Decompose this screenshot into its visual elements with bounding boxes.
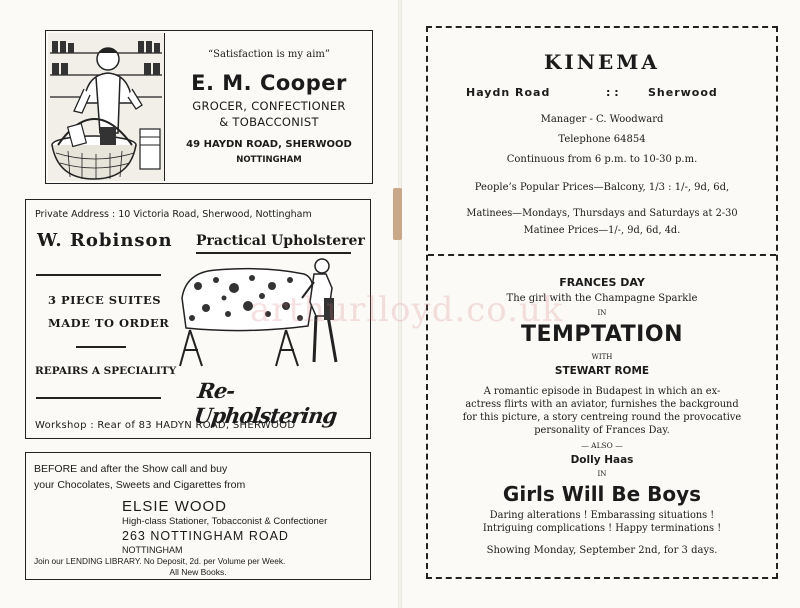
- watermark: arthurlloyd.co.uk: [250, 290, 564, 330]
- divider-1: [36, 274, 161, 276]
- synopsis-4: personality of Frances Day.: [534, 425, 670, 436]
- cooper-slogan: “Satisfaction is my aim”: [208, 49, 330, 60]
- synopsis-1: A romantic episode in Budapest in which an ex-: [483, 386, 721, 397]
- divider-3: [36, 397, 161, 399]
- in-label-2: IN: [597, 470, 607, 478]
- suites-line-2: MADE TO ORDER: [48, 316, 170, 330]
- kinema-matinees: Matinees—Mondays, Thursdays and Saturdays at 2-30: [466, 208, 738, 219]
- staple: [393, 188, 402, 240]
- cooper-ad: [45, 30, 373, 184]
- wood-address: 263 NOTTINGHAM ROAD: [122, 529, 289, 543]
- repairs-text: REPAIRS A SPECIALITY: [35, 365, 177, 377]
- kinema-hours: Continuous from 6 p.m. to 10-30 p.m.: [506, 154, 698, 165]
- kinema-matinee-prices: Matinee Prices—1/-, 9d, 6d, 4d.: [523, 225, 681, 236]
- robinson-name: W. Robinson: [37, 230, 173, 251]
- synopsis-3: for this picture, a story centreing round the provocative: [462, 412, 742, 423]
- wood-name: ELSIE WOOD: [122, 498, 228, 515]
- suites-line-1: 3 PIECE SUITES: [48, 293, 162, 307]
- wood-intro-2: your Chocolates, Sweets and Cigarettes from: [34, 479, 246, 491]
- wood-books: All New Books.: [169, 567, 227, 577]
- star2-name: Dolly Haas: [570, 454, 634, 466]
- wood-ad: [25, 452, 371, 580]
- kinema-area: Sherwood: [648, 86, 718, 99]
- kinema-road: Haydn Road: [466, 86, 551, 99]
- film-title-1: TEMPTATION: [521, 322, 683, 347]
- cooper-trade-1: GROCER, CONFECTIONER: [192, 99, 346, 113]
- cooper-address: 49 HAYDN ROAD, SHERWOOD: [186, 139, 352, 150]
- cooper-trade-2: & TOBACCONIST: [219, 115, 319, 129]
- star-name: FRANCES DAY: [559, 276, 645, 289]
- star-tagline: The girl with the Champagne Sparkle: [506, 293, 698, 304]
- kinema-manager: Manager - C. Woodward: [540, 114, 664, 125]
- grocer-illustration: [48, 33, 165, 181]
- robinson-title: Practical Upholsterer: [196, 233, 365, 249]
- wood-library: Join our LENDING LIBRARY. No Deposit, 2d. per Volume per Week.: [34, 556, 286, 566]
- cooper-city: NOTTINGHAM: [236, 155, 302, 165]
- wood-city: NOTTINGHAM: [122, 545, 183, 555]
- kinema-telephone: Telephone 64854: [558, 134, 646, 145]
- in-label-1: IN: [597, 309, 607, 317]
- section-divider: [428, 254, 776, 256]
- kinema-title: KINEMA: [544, 50, 660, 74]
- with-label: WITH: [591, 353, 613, 361]
- reupholstering-script: Re-Upholstering: [192, 378, 339, 428]
- wood-intro-1: BEFORE and after the Show call and buy: [34, 463, 228, 475]
- cooper-name: E. M. Cooper: [191, 71, 347, 95]
- wood-desc: High-class Stationer, Tobacconist & Confectioner: [122, 516, 328, 527]
- workshop-address: Workshop : Rear of 83 HADYN ROAD, SHERWOOD: [35, 420, 296, 431]
- costar-name: STEWART ROME: [554, 365, 650, 377]
- title-underline: [196, 252, 351, 254]
- film-title-2: Girls Will Be Boys: [502, 482, 702, 506]
- synopsis-2: actress flirts with an aviator, furnishes the background: [465, 399, 739, 410]
- divider-2: [76, 346, 126, 348]
- blurb-1: Daring alterations ! Embarassing situations !: [489, 510, 715, 521]
- robinson-private-address: Private Address : 10 Victoria Road, Sherwood, Nottingham: [35, 209, 312, 220]
- also-label: — ALSO —: [581, 441, 623, 450]
- showing-date: Showing Monday, September 2nd, for 3 days.: [486, 545, 718, 556]
- kinema-separator: : :: [606, 86, 619, 99]
- blurb-2: Intriguing complications ! Happy terminations !: [482, 523, 722, 534]
- kinema-prices: People’s Popular Prices—Balcony, 1/3 : 1/-, 9d, 6d,: [474, 182, 730, 193]
